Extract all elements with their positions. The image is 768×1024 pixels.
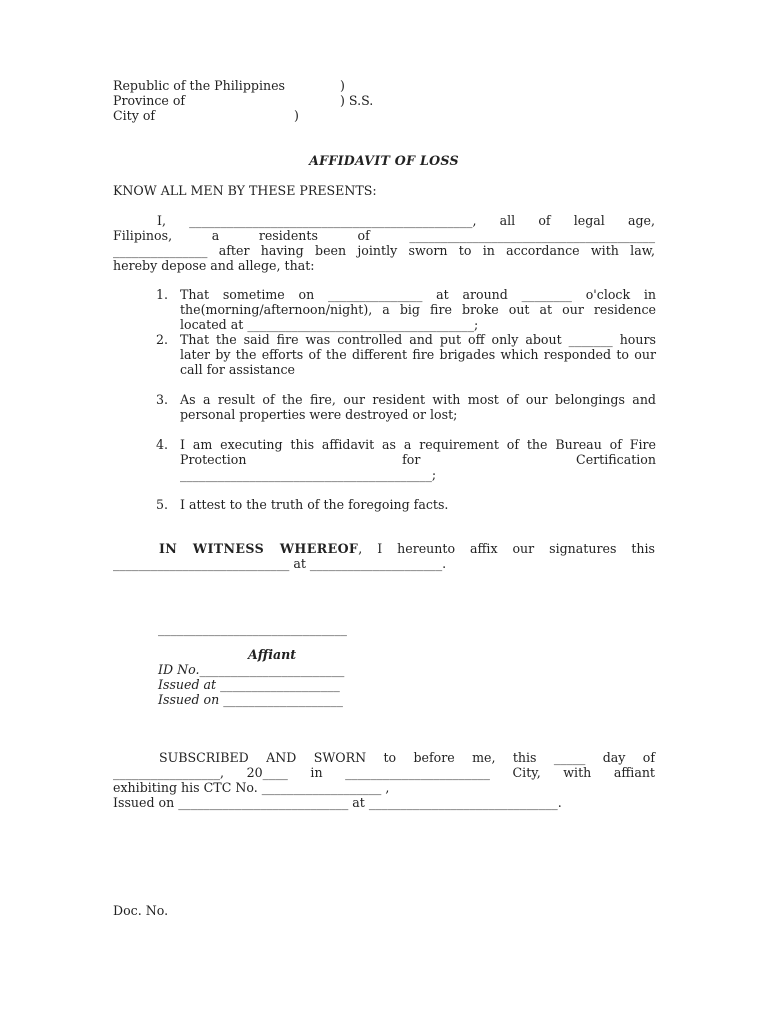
- witness-line: [113, 541, 655, 556]
- jurat-line: Issued on ___________________________ at ______________________________.: [113, 795, 562, 810]
- item-line: That the said fire was controlled and put off only about _______ hours: [180, 332, 656, 347]
- jurat-paragraph: [113, 750, 655, 810]
- item-line: Protection for Certification: [180, 452, 656, 467]
- jurat-line: exhibiting his CTC No. ___________________ ,: [113, 780, 390, 795]
- intro-line: hereby depose and allege, that:: [113, 258, 315, 273]
- list-item-4: [156, 437, 656, 482]
- item-line: I am executing this affidavit as a requirement of the Bureau of Fire: [180, 437, 656, 452]
- intro-paragraph: [113, 213, 655, 273]
- intro-line: Filipinos, a residents of _______________________________________: [113, 228, 655, 243]
- intro-line: I, _____________________________________________, all of legal age,: [157, 213, 655, 228]
- item-number: 2.: [156, 332, 169, 347]
- list-item-5: [156, 497, 656, 512]
- item-line: the(morning/afternoon/night), a big fire broke out at our residence: [180, 302, 656, 317]
- witness-line: ____________________________ at _____________________.: [113, 556, 447, 571]
- item-line: That sometime on _______________ at around ________ o'clock in: [180, 287, 656, 302]
- item-line: later by the efforts of the different fire brigades which responded to our: [180, 347, 656, 362]
- witness-heading: IN WITNESS WHEREOF: [159, 541, 359, 556]
- issued-on-field: Issued on ___________________: [158, 692, 343, 707]
- list-item-2: [156, 332, 656, 377]
- item-line: personal properties were destroyed or lost;: [180, 407, 458, 422]
- item-number: 4.: [156, 437, 169, 452]
- venue-block: [113, 78, 413, 123]
- issued-at-field: Issued at ___________________: [158, 677, 340, 692]
- signature-line: ______________________________: [158, 621, 347, 636]
- item-line: located at ____________________________________;: [180, 317, 479, 332]
- list-item-1: [156, 287, 656, 332]
- item-line: As a result of the fire, our resident with most of our belongings and: [180, 392, 656, 407]
- doc-number-label: Doc. No.: [113, 903, 169, 918]
- venue-country: Republic of the Philippines ): [113, 78, 345, 93]
- item-number: 3.: [156, 392, 169, 407]
- venue-city: City of ): [113, 108, 299, 123]
- id-number-field: ID No._______________________: [158, 662, 345, 677]
- jurat-line: SUBSCRIBED AND SWORN to before me, this _____ day of: [159, 750, 655, 765]
- item-line: I attest to the truth of the foregoing facts.: [180, 497, 449, 512]
- item-number: 1.: [156, 287, 169, 302]
- jurat-line: _________________, 20____ in _______________________ City, with affiant: [113, 765, 655, 780]
- affiant-label: Affiant: [248, 647, 297, 662]
- item-line: ________________________________________;: [180, 467, 437, 482]
- know-all-heading: KNOW ALL MEN BY THESE PRESENTS:: [113, 183, 377, 198]
- intro-line: _______________ after having been jointly sworn to in accordance with law,: [113, 243, 655, 258]
- list-item-3: [156, 392, 656, 422]
- witness-paragraph: [113, 541, 655, 571]
- document-title: AFFIDAVIT OF LOSS: [309, 153, 459, 168]
- item-number: 5.: [156, 497, 169, 512]
- witness-text: , I hereunto affix our signatures this: [358, 541, 655, 556]
- item-line: call for assistance: [180, 362, 295, 377]
- venue-province: Province of ) S.S.: [113, 93, 374, 108]
